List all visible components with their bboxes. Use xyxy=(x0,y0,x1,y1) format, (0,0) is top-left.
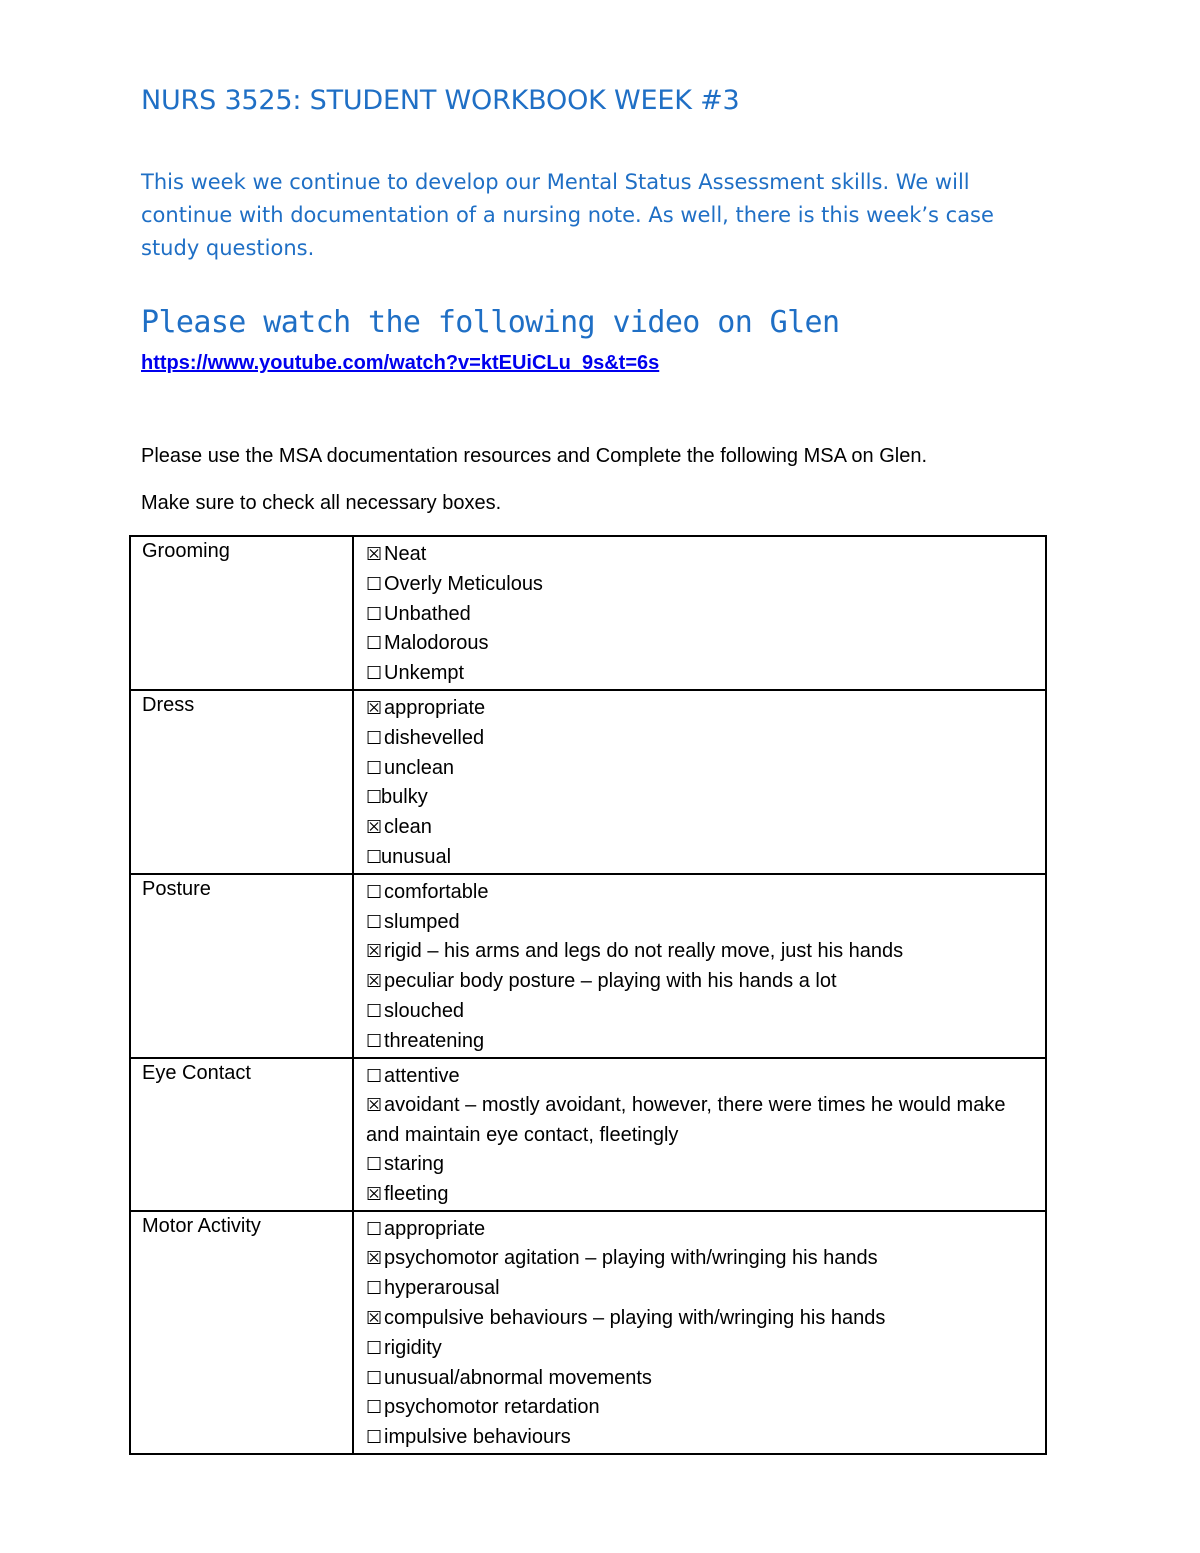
msa-option xyxy=(366,1215,1037,1245)
msa-category-label: Eye Contact xyxy=(130,1058,353,1211)
msa-option-text: staring xyxy=(384,1152,445,1175)
unchecked-box-icon[interactable]: ☐ xyxy=(366,1397,383,1419)
msa-options-cell xyxy=(353,874,1046,1058)
msa-option-text: threatening xyxy=(384,1029,485,1052)
msa-option-text: fleeting xyxy=(384,1182,449,1205)
msa-option-text: slouched xyxy=(384,999,465,1022)
checked-box-icon[interactable]: ☒ xyxy=(366,1307,383,1329)
msa-option xyxy=(366,570,1037,600)
msa-category-label: Posture xyxy=(130,874,353,1058)
msa-row xyxy=(130,874,1046,1058)
msa-option-text: unusual/abnormal movements xyxy=(384,1366,652,1389)
msa-option xyxy=(366,937,1037,967)
msa-options-cell xyxy=(353,1058,1046,1211)
msa-option xyxy=(366,843,1037,873)
msa-category-label: Motor Activity xyxy=(130,1211,353,1454)
msa-option-text: Unbathed xyxy=(384,602,471,625)
checked-box-icon[interactable]: ☒ xyxy=(366,971,383,993)
msa-option xyxy=(366,1364,1037,1394)
instruction-text: Please use the MSA documentation resources and Complete the following MSA on Glen. xyxy=(141,445,928,467)
msa-option-text: impulsive behaviours xyxy=(384,1426,571,1449)
intro-line: study questions. xyxy=(141,236,315,260)
msa-category-label: Dress xyxy=(130,690,353,874)
msa-option-text: unclean xyxy=(384,756,455,779)
unchecked-box-icon[interactable]: ☐ xyxy=(366,787,383,809)
instruction-text: Make sure to check all necessary boxes. xyxy=(141,492,502,514)
unchecked-box-icon[interactable]: ☐ xyxy=(366,1000,383,1022)
unchecked-box-icon[interactable]: ☐ xyxy=(366,1030,383,1052)
msa-category-label: Grooming xyxy=(130,536,353,690)
msa-option-text: Malodorous xyxy=(384,632,489,655)
msa-option xyxy=(366,1180,1037,1210)
unchecked-box-icon[interactable]: ☐ xyxy=(366,1218,383,1240)
msa-option xyxy=(366,813,1037,843)
msa-option xyxy=(366,754,1037,784)
msa-option xyxy=(366,600,1037,630)
msa-option xyxy=(366,1334,1037,1364)
msa-option xyxy=(366,967,1037,997)
msa-option-text: hyperarousal xyxy=(384,1277,500,1300)
msa-option-text: unusual xyxy=(381,845,452,868)
msa-row xyxy=(130,690,1046,874)
checked-box-icon[interactable]: ☒ xyxy=(366,1183,383,1205)
unchecked-box-icon[interactable]: ☐ xyxy=(366,727,383,749)
msa-option xyxy=(366,1274,1037,1304)
msa-option xyxy=(366,908,1037,938)
unchecked-box-icon[interactable]: ☐ xyxy=(366,911,383,933)
unchecked-box-icon[interactable]: ☐ xyxy=(366,881,383,903)
msa-option xyxy=(366,1244,1037,1274)
msa-option xyxy=(366,1304,1037,1334)
msa-option-text: Neat xyxy=(384,543,427,565)
msa-option-text: attentive xyxy=(384,1064,460,1087)
unchecked-box-icon[interactable]: ☐ xyxy=(366,573,383,595)
msa-row xyxy=(130,536,1046,690)
unchecked-box-icon[interactable]: ☐ xyxy=(366,1278,383,1300)
checked-box-icon[interactable]: ☒ xyxy=(366,1095,383,1117)
msa-option xyxy=(366,540,1037,570)
msa-option xyxy=(366,1091,1037,1150)
unchecked-box-icon[interactable]: ☐ xyxy=(366,1065,383,1087)
msa-option xyxy=(366,1062,1037,1092)
msa-option-text: psychomotor agitation – playing with/wringing his hands xyxy=(384,1247,878,1270)
msa-options-cell xyxy=(353,1211,1046,1454)
video-link[interactable]: https://www.youtube.com/watch?v=ktEUiCLu_9s&t=6s xyxy=(141,352,660,374)
unchecked-box-icon[interactable]: ☐ xyxy=(366,757,383,779)
msa-options-cell xyxy=(353,536,1046,690)
msa-option xyxy=(366,1027,1037,1057)
msa-option-text: psychomotor retardation xyxy=(384,1396,600,1419)
msa-option-text: dishevelled xyxy=(384,726,485,749)
msa-option-text: avoidant – mostly avoidant, however, there were times he would make and maintain eye contact, fleetingly xyxy=(366,1094,1006,1147)
msa-option xyxy=(366,783,1037,813)
msa-option-text: Unkempt xyxy=(384,662,465,685)
msa-option-text: Overly Meticulous xyxy=(384,572,543,595)
msa-option-text: rigidity xyxy=(384,1336,442,1359)
checked-box-icon[interactable]: ☒ xyxy=(366,817,383,839)
intro-paragraph xyxy=(141,166,1071,265)
checked-box-icon[interactable]: ☒ xyxy=(366,544,383,565)
msa-option xyxy=(366,1150,1037,1180)
msa-option xyxy=(366,694,1037,724)
msa-table xyxy=(129,535,1047,1455)
unchecked-box-icon[interactable]: ☐ xyxy=(366,1427,383,1449)
unchecked-box-icon[interactable]: ☐ xyxy=(366,1337,383,1359)
msa-option-text: comfortable xyxy=(384,880,489,903)
checked-box-icon[interactable]: ☒ xyxy=(366,941,383,963)
msa-option xyxy=(366,629,1037,659)
msa-option-text: rigid – his arms and legs do not really move, just his hands xyxy=(384,940,904,963)
msa-option xyxy=(366,659,1037,689)
checked-box-icon[interactable]: ☒ xyxy=(366,1248,383,1270)
msa-options-cell xyxy=(353,690,1046,874)
video-heading: Please watch the following video on Glen xyxy=(141,305,840,340)
unchecked-box-icon[interactable]: ☐ xyxy=(366,663,383,685)
intro-line: This week we continue to develop our Mental Status Assessment skills. We will xyxy=(141,170,970,194)
msa-option xyxy=(366,997,1037,1027)
msa-option-text: clean xyxy=(384,816,432,839)
unchecked-box-icon[interactable]: ☐ xyxy=(366,603,383,625)
page-title: NURS 3525: STUDENT WORKBOOK WEEK #3 xyxy=(141,85,740,116)
msa-option-text: appropriate xyxy=(384,696,486,719)
unchecked-box-icon[interactable]: ☐ xyxy=(366,1367,383,1389)
msa-option xyxy=(366,1423,1037,1453)
checked-box-icon[interactable]: ☒ xyxy=(366,697,383,719)
msa-option-text: peculiar body posture – playing with his hands a lot xyxy=(384,970,837,993)
msa-option-text: slumped xyxy=(384,910,460,933)
msa-option-text: compulsive behaviours – playing with/wringing his hands xyxy=(384,1306,886,1329)
msa-option xyxy=(366,1393,1037,1423)
unchecked-box-icon[interactable]: ☐ xyxy=(366,846,383,868)
msa-row xyxy=(130,1058,1046,1211)
intro-line: continue with documentation of a nursing note. As well, there is this week’s case xyxy=(141,203,994,227)
unchecked-box-icon[interactable]: ☐ xyxy=(366,1153,383,1175)
msa-row xyxy=(130,1211,1046,1454)
unchecked-box-icon[interactable]: ☐ xyxy=(366,633,383,655)
msa-option xyxy=(366,724,1037,754)
msa-option-text: bulky xyxy=(381,786,428,809)
msa-table-body xyxy=(130,536,1046,1454)
msa-option xyxy=(366,878,1037,908)
msa-option-text: appropriate xyxy=(384,1217,486,1240)
